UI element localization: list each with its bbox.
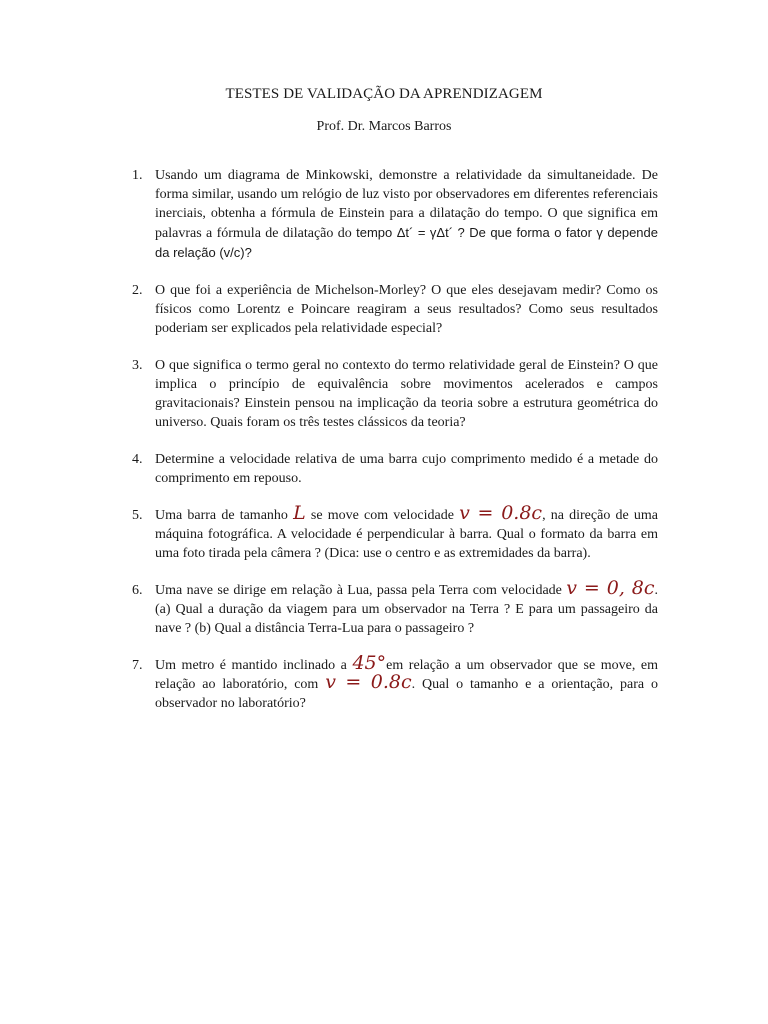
question-text: [155, 577, 658, 638]
question-list: [132, 166, 658, 731]
question-3: [132, 356, 658, 432]
question-text-part: Uma barra de tamanho: [155, 508, 294, 523]
question-text-part: se move com velocidade: [305, 508, 460, 523]
question-text-formula-line: tempo Δt´ = γΔt´ ? De que forma o fator γ depende da relação (v/c)?: [155, 225, 658, 260]
math-length-symbol: L: [293, 502, 306, 524]
question-number: 5.: [132, 508, 143, 523]
question-text: [155, 166, 658, 263]
author-name: Prof. Dr. Marcos Barros: [316, 119, 452, 134]
question-6: [132, 577, 658, 638]
question-5: [132, 502, 658, 563]
question-text: [155, 652, 659, 713]
math-velocity-formula: v = 0.8c: [325, 671, 412, 693]
question-7: [132, 652, 659, 713]
question-text: Determine a velocidade relativa de uma barra cujo comprimento medido é a metade do comprimento em repouso.: [155, 452, 658, 486]
author-line: [0, 119, 768, 135]
question-text-part: em relação a um observador que se move, em relação ao laboratório, com: [155, 658, 659, 692]
question-text-part: Uma nave se dirige em relação à Lua, passa pela Terra com velocidade: [155, 583, 567, 598]
math-velocity-formula: v = 0, 8c: [566, 577, 655, 599]
question-number: 3.: [132, 358, 143, 373]
math-angle: 45°: [352, 652, 387, 674]
question-text-part: . Qual o tamanho e a orientação, para o observador no laboratório?: [155, 677, 658, 711]
question-2: [132, 281, 658, 338]
page-title: TESTES DE VALIDAÇÃO DA APRENDIZAGEM: [225, 86, 543, 102]
question-text: [155, 502, 658, 563]
question-number: 4.: [132, 452, 143, 467]
question-text-part: . (a) Qual a duração da viagem para um observador na Terra ? E para um passageiro da nave ? (b) Qual a distância Terra-Lua para o passageiro ?: [155, 583, 658, 636]
question-text-part: Usando um diagrama de Minkowski, demonstre a relatividade da simultaneidade. De forma similar, usando um relógio de luz visto por observadores em diferentes referenciais inerciais, obtenha a fórmula de Einstein para a dilatação do tempo. O que significa em palavras a fórmula de dilatação do: [155, 168, 658, 241]
question-text: O que foi a experiência de Michelson-Morley? O que eles desejavam medir? Como os físicos como Lorentz e Poincare reagiram a seus resultados? Como seus resultados poderiam ser explicados pela relatividade especial?: [155, 283, 658, 336]
question-text-part: , na direção de uma máquina fotográfica. A velocidade é perpendicular à barra. Qual o formato da barra em uma foto tirada pela câmera ? (Dica: use o centro e as extremidades da barra).: [155, 508, 658, 561]
question-number: 7.: [132, 658, 143, 673]
question-number: 2.: [132, 283, 143, 298]
question-text-part: Um metro é mantido inclinado a: [155, 658, 353, 673]
math-velocity-formula: v = 0.8c: [459, 502, 543, 524]
question-1: [132, 166, 658, 263]
question-text: O que significa o termo geral no contexto do termo relatividade geral de Einstein? O que implica o princípio de equivalência sobre movimentos acelerados e campos gravitacionais? Einstein pensou na implicação da teoria sobre a estrutura geométrica do universo. Quais foram os três testes clássicos da teoria?: [155, 358, 658, 430]
question-number: 1.: [132, 168, 143, 183]
question-number: 6.: [132, 583, 143, 598]
question-4: [132, 450, 658, 488]
